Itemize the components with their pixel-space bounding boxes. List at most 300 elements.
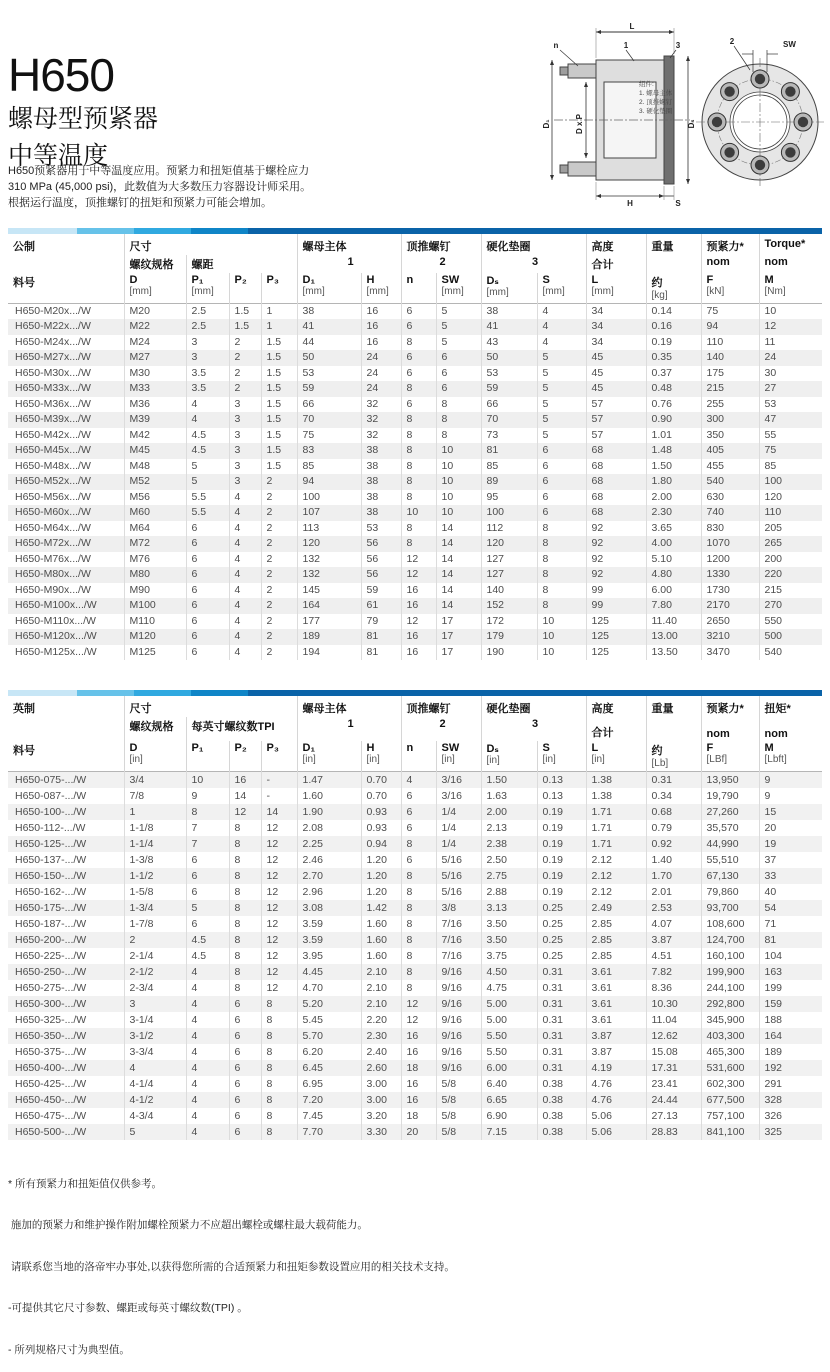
- value-cell: 0.31: [537, 980, 586, 996]
- value-cell: 7/16: [436, 916, 481, 932]
- column-header: [481, 273, 537, 303]
- value-cell: M36: [124, 397, 186, 413]
- value-cell: 4: [186, 1092, 229, 1108]
- part-number-cell: H650-275-.../W: [15, 981, 87, 994]
- value-cell: 53: [759, 397, 822, 413]
- value-cell: 93,700: [701, 900, 759, 916]
- value-cell: 113: [297, 521, 361, 537]
- value-cell: 8: [229, 820, 261, 836]
- value-cell: 0.16: [646, 319, 701, 335]
- table-row: [8, 771, 822, 788]
- value-cell: 14: [436, 552, 481, 568]
- value-cell: 81: [481, 443, 537, 459]
- table-row: [8, 490, 822, 506]
- value-cell: 8: [436, 412, 481, 428]
- value-cell: 6: [436, 350, 481, 366]
- value-cell: 27.13: [646, 1108, 701, 1124]
- value-cell: 4: [537, 335, 586, 351]
- value-cell: 43: [481, 335, 537, 351]
- value-cell: 8: [401, 443, 436, 459]
- part-number-cell: H650-M45x.../W: [15, 444, 91, 456]
- value-cell: 3.00: [361, 1092, 401, 1108]
- value-cell: 3: [124, 996, 186, 1012]
- part-number-cell: H650-187-.../W: [15, 917, 87, 930]
- value-cell: 7.20: [297, 1092, 361, 1108]
- value-cell: 291: [759, 1076, 822, 1092]
- value-cell: 7.45: [297, 1108, 361, 1124]
- value-cell: 2: [261, 614, 297, 630]
- value-cell: 18: [401, 1060, 436, 1076]
- subheader-total: 合计: [586, 255, 646, 273]
- value-cell: 12: [261, 836, 297, 852]
- table-row: [8, 996, 822, 1012]
- value-cell: 7.80: [646, 598, 701, 614]
- value-cell: 56: [361, 567, 401, 583]
- value-cell: 5: [537, 381, 586, 397]
- part-number-cell: H650-500-.../W: [15, 1125, 87, 1138]
- column-symbol: L: [591, 274, 599, 286]
- value-cell: 5/8: [436, 1108, 481, 1124]
- dim-label-D1: D₁: [542, 119, 551, 129]
- value-cell: 34: [586, 335, 646, 351]
- column-symbol: P₃: [266, 742, 279, 754]
- part-number-cell: H650-087-.../W: [15, 789, 87, 802]
- value-cell: 3.61: [586, 1012, 646, 1028]
- column-symbol: M: [764, 742, 774, 754]
- value-cell: 194: [297, 645, 361, 661]
- value-cell: 2: [261, 536, 297, 552]
- value-cell: 6: [186, 614, 229, 630]
- value-cell: 3.5: [186, 366, 229, 382]
- value-cell: 8: [436, 397, 481, 413]
- column-unit: [Nm]: [764, 286, 786, 297]
- table-row: [8, 397, 822, 413]
- value-cell: 81: [361, 629, 401, 645]
- value-cell: 0.25: [537, 932, 586, 948]
- value-cell: 6: [229, 1076, 261, 1092]
- value-cell: 1.40: [646, 852, 701, 868]
- value-cell: 140: [701, 350, 759, 366]
- column-header: [646, 273, 701, 303]
- value-cell: 3210: [701, 629, 759, 645]
- value-cell: 16: [361, 303, 401, 319]
- value-cell: 1.71: [586, 836, 646, 852]
- value-cell: 6: [186, 567, 229, 583]
- value-cell: 5.5: [186, 490, 229, 506]
- value-cell: 2: [261, 505, 297, 521]
- value-cell: 2.75: [481, 868, 537, 884]
- value-cell: 2: [261, 583, 297, 599]
- column-symbol: S: [542, 742, 550, 754]
- value-cell: 6.65: [481, 1092, 537, 1108]
- part-number-cell: H650-M48x.../W: [15, 459, 91, 472]
- value-cell: 27,260: [701, 804, 759, 820]
- table-row: [8, 474, 822, 490]
- value-cell: 326: [759, 1108, 822, 1124]
- value-cell: 1.70: [646, 868, 701, 884]
- value-cell: 100: [759, 474, 822, 490]
- part-number-cell: H650-425-.../W: [15, 1077, 87, 1090]
- value-cell: 2: [261, 521, 297, 537]
- value-cell: M60: [124, 505, 186, 521]
- value-cell: 8: [401, 980, 436, 996]
- screw-hex-socket: [712, 117, 722, 127]
- callout-1: 1: [623, 41, 629, 50]
- value-cell: 8: [537, 567, 586, 583]
- value-cell: 125: [586, 645, 646, 661]
- value-cell: 0.35: [646, 350, 701, 366]
- subheader-thread: 螺纹规格: [124, 255, 186, 273]
- value-cell: -: [261, 788, 297, 804]
- part-number-cell: H650-225-.../W: [15, 949, 87, 962]
- screw-hex-socket: [724, 86, 734, 96]
- value-cell: 38: [361, 459, 401, 475]
- value-cell: 0.25: [537, 916, 586, 932]
- part-number-cell: H650-162-.../W: [15, 885, 87, 898]
- value-cell: 7/16: [436, 932, 481, 948]
- value-cell: 8: [229, 852, 261, 868]
- value-cell: M120: [124, 629, 186, 645]
- group-header-weight: 重量: [646, 696, 701, 717]
- value-cell: 6: [537, 505, 586, 521]
- value-cell: 2.50: [481, 852, 537, 868]
- part-number-cell: H650-075-.../W: [15, 773, 87, 786]
- value-cell: 75: [701, 303, 759, 319]
- value-cell: 16: [401, 1076, 436, 1092]
- value-cell: 5: [124, 1124, 186, 1140]
- value-cell: 8: [401, 490, 436, 506]
- value-cell: 12.62: [646, 1028, 701, 1044]
- value-cell: 110: [701, 335, 759, 351]
- value-cell: 132: [297, 567, 361, 583]
- column-unit: [in]: [366, 754, 380, 765]
- value-cell: 0.13: [537, 788, 586, 804]
- column-unit: [in]: [542, 754, 556, 765]
- table-row: [8, 366, 822, 382]
- table-row: [8, 1108, 822, 1124]
- value-cell: 10: [759, 303, 822, 319]
- value-cell: 99: [586, 583, 646, 599]
- value-cell: 9/16: [436, 1012, 481, 1028]
- value-cell: 10: [436, 443, 481, 459]
- table-row: [8, 804, 822, 820]
- value-cell: 9: [186, 788, 229, 804]
- value-cell: 3.61: [586, 964, 646, 980]
- value-cell: 3.87: [586, 1044, 646, 1060]
- value-cell: 5.70: [297, 1028, 361, 1044]
- value-cell: 159: [759, 996, 822, 1012]
- column-symbol: 约: [651, 277, 663, 289]
- value-cell: 500: [759, 629, 822, 645]
- value-cell: 4: [186, 980, 229, 996]
- group-header-preload: 预紧力*: [701, 234, 759, 255]
- value-cell: 13.00: [646, 629, 701, 645]
- footnotes: [8, 1150, 455, 1372]
- value-cell: 92: [586, 567, 646, 583]
- value-cell: 6: [436, 366, 481, 382]
- value-cell: 403,300: [701, 1028, 759, 1044]
- value-cell: 32: [361, 412, 401, 428]
- table-row: [8, 948, 822, 964]
- value-cell: 6: [401, 852, 436, 868]
- value-cell: 8: [229, 980, 261, 996]
- value-cell: 1.50: [646, 459, 701, 475]
- column-unit: [mm]: [591, 286, 614, 297]
- value-cell: 14: [229, 788, 261, 804]
- part-number-cell: H650-450-.../W: [15, 1093, 87, 1106]
- value-cell: 34: [586, 319, 646, 335]
- value-cell: 3-1/2: [124, 1028, 186, 1044]
- value-cell: 189: [759, 1044, 822, 1060]
- value-cell: 6: [186, 536, 229, 552]
- value-cell: 4.00: [646, 536, 701, 552]
- table-row: [8, 583, 822, 599]
- column-symbol: Dₛ: [486, 743, 499, 755]
- part-number-cell: H650-M39x.../W: [15, 413, 91, 425]
- value-cell: 6: [401, 350, 436, 366]
- value-cell: 24: [759, 350, 822, 366]
- value-cell: 14: [261, 804, 297, 820]
- value-cell: 0.19: [537, 852, 586, 868]
- value-cell: 94: [297, 474, 361, 490]
- value-cell: 2: [261, 567, 297, 583]
- value-cell: 55: [759, 428, 822, 444]
- table-row: [8, 303, 822, 319]
- column-symbol: H: [366, 742, 375, 754]
- value-cell: 199,900: [701, 964, 759, 980]
- value-cell: 3470: [701, 645, 759, 661]
- group-header-torque: Torque*: [759, 234, 822, 255]
- value-cell: 0.76: [646, 397, 701, 413]
- column-unit: [mm]: [302, 286, 325, 297]
- value-cell: 8: [401, 868, 436, 884]
- value-cell: 59: [361, 583, 401, 599]
- value-cell: M52: [124, 474, 186, 490]
- value-cell: 1.5: [261, 381, 297, 397]
- value-cell: 16: [401, 645, 436, 661]
- value-cell: 2.70: [297, 868, 361, 884]
- value-cell: 0.31: [537, 1044, 586, 1060]
- value-cell: 8: [436, 428, 481, 444]
- part-number-cell: H650-M60x.../W: [15, 506, 91, 518]
- value-cell: 14: [436, 521, 481, 537]
- value-cell: 0.94: [361, 836, 401, 852]
- value-cell: 5: [436, 319, 481, 335]
- value-cell: 32: [361, 428, 401, 444]
- value-cell: 8: [261, 1076, 297, 1092]
- value-cell: 8: [261, 1060, 297, 1076]
- value-cell: 125: [586, 629, 646, 645]
- value-cell: 8: [401, 521, 436, 537]
- value-cell: 3: [229, 397, 261, 413]
- value-cell: 0.70: [361, 771, 401, 788]
- value-cell: 2.85: [586, 932, 646, 948]
- value-cell: 3.61: [586, 996, 646, 1012]
- value-cell: 9/16: [436, 964, 481, 980]
- footnote-line: 施加的预紧力和维护操作附加螺栓预紧力不应超出螺栓或螺柱最大载荷能力。: [8, 1219, 368, 1232]
- value-cell: 79,860: [701, 884, 759, 900]
- column-unit: [in]: [591, 754, 605, 765]
- value-cell: 3.59: [297, 916, 361, 932]
- screw-hex-socket: [798, 117, 808, 127]
- value-cell: 1.5: [229, 303, 261, 319]
- value-cell: 4.70: [297, 980, 361, 996]
- part-number-header: 料号: [13, 745, 35, 757]
- value-cell: 3: [229, 459, 261, 475]
- column-unit: [in]: [129, 754, 143, 765]
- value-cell: 2: [229, 335, 261, 351]
- subheader-nom: nom: [759, 717, 822, 741]
- part-number-cell: H650-350-.../W: [15, 1029, 87, 1042]
- column-header: [759, 273, 822, 303]
- table-row: [8, 629, 822, 645]
- column-header: [759, 741, 822, 771]
- value-cell: 8: [229, 884, 261, 900]
- value-cell: 4: [229, 490, 261, 506]
- value-cell: 4: [229, 645, 261, 661]
- part-number-cell: H650-400-.../W: [15, 1061, 87, 1074]
- value-cell: 8: [229, 964, 261, 980]
- subheader-nom: nom: [759, 255, 822, 273]
- value-cell: 0.19: [646, 335, 701, 351]
- column-unit: [in]: [441, 754, 455, 765]
- group-header-size: 尺寸: [124, 234, 297, 255]
- column-symbol: 约: [651, 745, 663, 757]
- description: [8, 164, 428, 212]
- table-row: [8, 852, 822, 868]
- value-cell: 3.50: [481, 916, 537, 932]
- value-cell: 1.50: [481, 771, 537, 788]
- value-cell: M20: [124, 303, 186, 319]
- screw-hex-socket: [785, 147, 795, 157]
- value-cell: 1.5: [261, 459, 297, 475]
- value-cell: 4.5: [186, 932, 229, 948]
- value-cell: 27: [759, 381, 822, 397]
- value-cell: 345,900: [701, 1012, 759, 1028]
- value-cell: 4: [186, 1012, 229, 1028]
- value-cell: 1.5: [261, 397, 297, 413]
- value-cell: 56: [361, 536, 401, 552]
- value-cell: 10: [537, 614, 586, 630]
- value-cell: 2: [229, 366, 261, 382]
- value-cell: 92: [586, 536, 646, 552]
- value-cell: 4: [186, 1108, 229, 1124]
- value-cell: 54: [759, 900, 822, 916]
- part-number-cell: H650-M36x.../W: [15, 397, 91, 410]
- value-cell: 0.38: [537, 1108, 586, 1124]
- value-cell: M100: [124, 598, 186, 614]
- value-cell: 44,990: [701, 836, 759, 852]
- value-cell: 2: [261, 474, 297, 490]
- value-cell: M39: [124, 412, 186, 428]
- value-cell: 1: [261, 303, 297, 319]
- table-row: [8, 350, 822, 366]
- value-cell: 28.83: [646, 1124, 701, 1140]
- table-row: [8, 788, 822, 804]
- value-cell: 6: [186, 598, 229, 614]
- value-cell: 11: [759, 335, 822, 351]
- value-cell: 6: [186, 916, 229, 932]
- value-cell: 3.95: [297, 948, 361, 964]
- column-header: [401, 273, 436, 303]
- column-unit: [mm]: [366, 286, 389, 297]
- spacer: [646, 717, 701, 741]
- part-number-cell: H650-100-.../W: [15, 805, 87, 818]
- value-cell: 4: [186, 1028, 229, 1044]
- callout-2: 2: [729, 37, 735, 46]
- value-cell: 0.19: [537, 884, 586, 900]
- value-cell: 1.71: [586, 820, 646, 836]
- value-cell: 0.25: [537, 948, 586, 964]
- value-cell: 10: [436, 490, 481, 506]
- part-number-header: 料号: [13, 277, 35, 289]
- value-cell: 4: [186, 1044, 229, 1060]
- value-cell: M24: [124, 335, 186, 351]
- column-symbol: D: [129, 742, 138, 754]
- value-cell: 3: [229, 412, 261, 428]
- value-cell: 350: [701, 428, 759, 444]
- value-cell: -: [261, 771, 297, 788]
- value-cell: 6: [186, 868, 229, 884]
- part-number-cell: H650-M72x.../W: [15, 537, 91, 549]
- description-line: H650预紧器用于中等温度应用。预紧力和扭矩值基于螺栓应力: [8, 165, 310, 177]
- value-cell: 2: [229, 381, 261, 397]
- group-header-height: 高度: [586, 696, 646, 717]
- value-cell: 45: [586, 381, 646, 397]
- value-cell: 6: [186, 521, 229, 537]
- value-cell: 12: [759, 319, 822, 335]
- value-cell: 4.5: [186, 443, 229, 459]
- column-unit: [mm]: [486, 287, 509, 298]
- value-cell: 4-1/2: [124, 1092, 186, 1108]
- page-subtitle-2: 中等温度: [8, 141, 109, 170]
- value-cell: 1.42: [361, 900, 401, 916]
- value-cell: 300: [701, 412, 759, 428]
- column-symbol: n: [406, 274, 414, 286]
- value-cell: 292,800: [701, 996, 759, 1012]
- value-cell: 8: [186, 804, 229, 820]
- value-cell: 5/8: [436, 1076, 481, 1092]
- value-cell: 1.60: [361, 916, 401, 932]
- value-cell: 2-1/2: [124, 964, 186, 980]
- value-cell: 3/8: [436, 900, 481, 916]
- value-cell: 4.76: [586, 1092, 646, 1108]
- value-cell: 2.30: [361, 1028, 401, 1044]
- value-cell: 830: [701, 521, 759, 537]
- value-cell: 12: [401, 614, 436, 630]
- value-cell: 2.10: [361, 964, 401, 980]
- value-cell: 8: [537, 598, 586, 614]
- value-cell: 17: [436, 629, 481, 645]
- value-cell: 5.5: [186, 505, 229, 521]
- value-cell: 4-3/4: [124, 1108, 186, 1124]
- value-cell: 16: [229, 771, 261, 788]
- column-unit: [LBf]: [706, 754, 728, 765]
- table-row: [8, 335, 822, 351]
- value-cell: 6: [401, 788, 436, 804]
- value-cell: 164: [297, 598, 361, 614]
- value-cell: 455: [701, 459, 759, 475]
- value-cell: 0.38: [537, 1076, 586, 1092]
- subheader-nom: nom: [701, 717, 759, 741]
- value-cell: 6: [229, 1028, 261, 1044]
- value-cell: 6: [229, 1124, 261, 1140]
- title-block: [8, 49, 159, 171]
- value-cell: 6: [436, 381, 481, 397]
- value-cell: 85: [759, 459, 822, 475]
- column-unit: [in]: [302, 754, 316, 765]
- value-cell: 6: [537, 490, 586, 506]
